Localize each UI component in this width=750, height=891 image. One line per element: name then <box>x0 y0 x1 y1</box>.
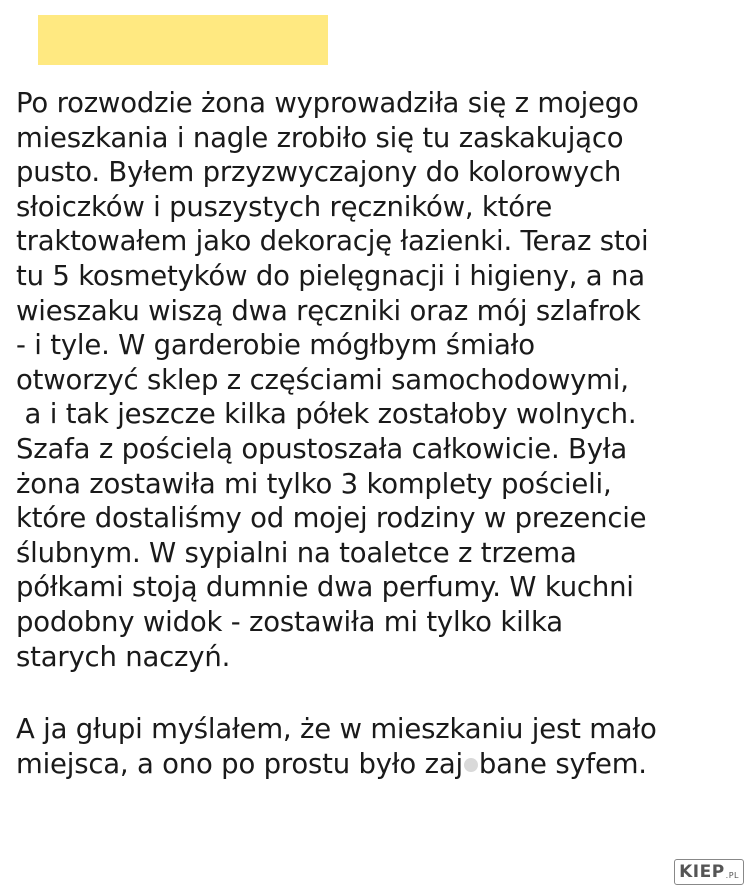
post-text <box>16 86 746 781</box>
text-line: wieszaku wiszą dwa ręczniki oraz mój szlafrok <box>16 294 641 327</box>
watermark-brand: KIEP <box>679 862 725 882</box>
text-line: - i tyle. W garderobie mógłbym śmiało <box>16 329 535 362</box>
text-fragment: miejsca, a ono po prostu było zaj <box>16 747 463 780</box>
paragraph-gap <box>16 674 746 712</box>
kiep-watermark-logo <box>674 859 744 885</box>
redacted-username-bar <box>38 15 328 65</box>
text-line: słoiczków i puszystych ręczników, które <box>16 190 553 223</box>
text-line: które dostaliśmy od mojej rodziny w prezencie <box>16 502 647 535</box>
text-line: a i tak jeszcze kilka półek zostałoby wolnych. <box>16 398 637 431</box>
text-line: A ja głupi myślałem, że w mieszkaniu jest mało <box>16 713 657 746</box>
watermark-suffix: .PL <box>725 871 739 880</box>
text-line: Szafa z pościelą opustoszała całkowicie. Była <box>16 432 628 465</box>
text-line-censored <box>16 747 746 782</box>
text-line: otworzyć sklep z częściami samochodowymi, <box>16 363 629 396</box>
text-line: pusto. Byłem przyzwyczajony do kolorowych <box>16 156 622 189</box>
text-fragment: bane syfem. <box>478 747 647 780</box>
text-line: starych naczyń. <box>16 640 231 673</box>
text-line: tu 5 kosmetyków do pielęgnacji i higieny, a na <box>16 259 645 292</box>
text-line: mieszkania i nagle zrobiło się tu zaskakująco <box>16 121 624 154</box>
text-line: żona zostawiła mi tylko 3 komplety pościeli, <box>16 467 612 500</box>
text-line: ślubnym. W sypialni na toaletce z trzema <box>16 536 577 569</box>
text-line: Po rozwodzie żona wyprowadziła się z mojego <box>16 87 639 119</box>
text-line: podobny widok - zostawiła mi tylko kilka <box>16 605 563 638</box>
text-line: traktowałem jako dekorację łazienki. Teraz stoi <box>16 225 649 258</box>
text-line: półkami stoją dumnie dwa perfumy. W kuchni <box>16 571 634 604</box>
censor-dot-icon <box>464 758 478 772</box>
